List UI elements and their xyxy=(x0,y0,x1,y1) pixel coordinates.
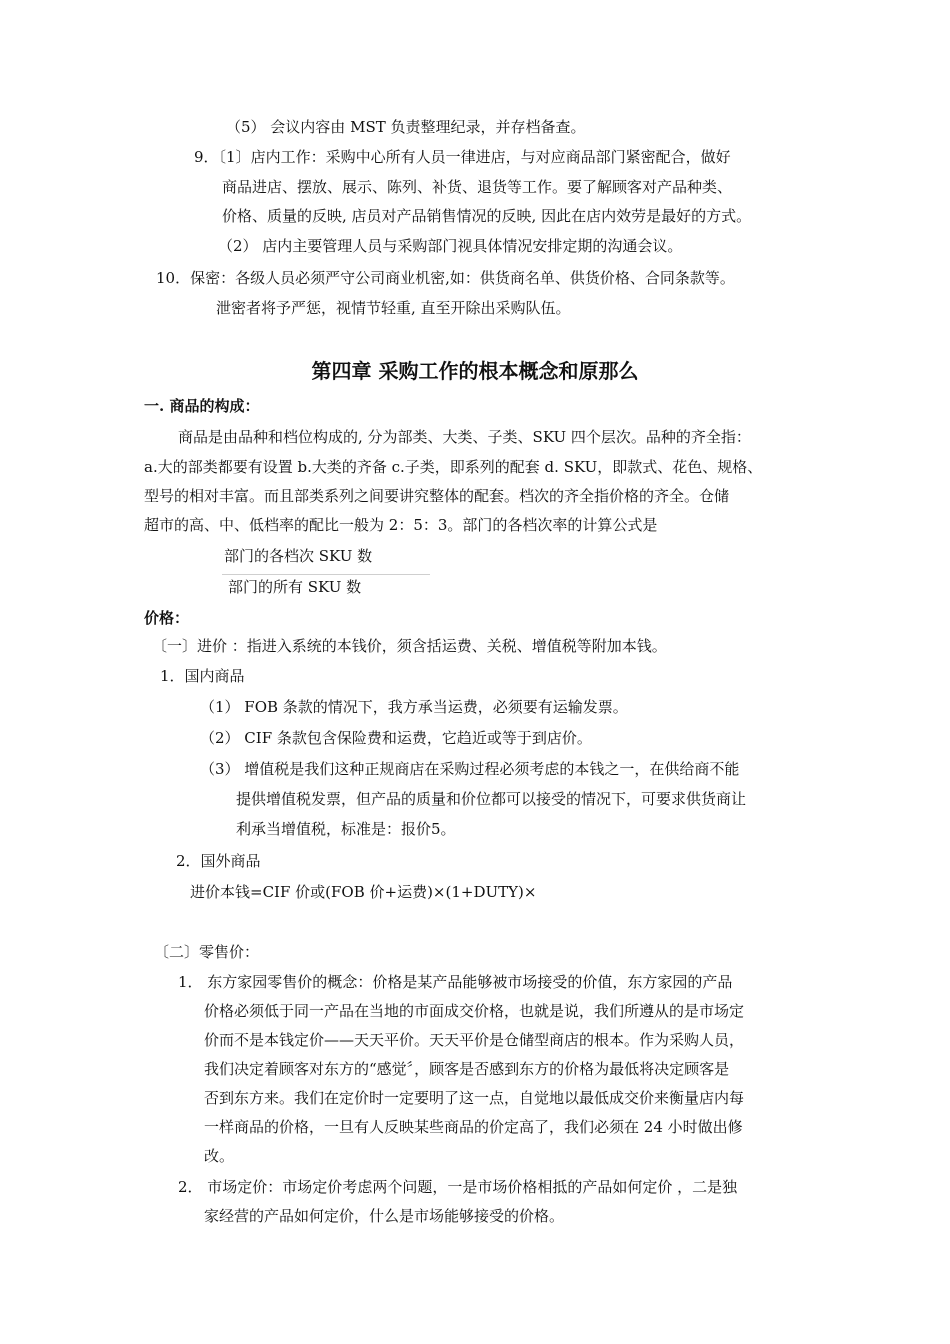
para-1-line-3: 型号的相对丰富。而且部类系列之间要讲究整体的配套。档次的齐全指价格的齐全。仓储 xyxy=(144,487,730,505)
item-9-line-3: 价格、质量的反映, 店员对产品销售情况的反映, 因此在店内效劳是最好的方式。 xyxy=(222,207,752,225)
item-9-line-1: 9．〔1〕店内工作：采购中心所有人员一律进店，与对应商品部门紧密配合，做好 xyxy=(194,148,731,166)
retail-1-line-2: 价格必须低于同一产品在当地的市面成交价格，也就是说，我们所遵从的是市场定 xyxy=(204,1002,745,1020)
retail-price-heading: 〔二〕零售价： xyxy=(154,943,260,961)
retail-1-line-4: 我们决定着顾客对东方的“感觉〞，顾客是否感到东方的价格为最低将决定顾客是 xyxy=(204,1060,730,1078)
item-9-2: （2） 店内主要管理人员与采购部门视具体情况安排定期的沟通会议。 xyxy=(218,237,683,255)
item-10-line-2: 泄密者将予严惩，视情节轻重, 直至开除出采购队伍。 xyxy=(216,299,571,317)
section-1-heading: 一. 商品的构成： xyxy=(144,397,260,415)
para-1-line-2: a.大的部类都要有设置 b.大类的齐备 c.子类，即系列的配套 d. SKU，即款式、花色、规格、 xyxy=(144,458,763,476)
price-heading: 价格： xyxy=(144,609,190,627)
domestic-2: （2） CIF 条款包含保险费和运费，它趋近或等于到店价。 xyxy=(200,729,592,747)
para-1-line-1: 商品是由品种和档位构成的, 分为部类、大类、子类、SKU 四个层次。品种的齐全指： xyxy=(178,428,751,446)
retail-1-line-7: 改。 xyxy=(204,1147,235,1165)
item-10-line-1: 10．保密：各级人员必须严守公司商业机密,如：供货商名单、供货价格、合同条款等。 xyxy=(156,269,735,287)
retail-1-line-3: 价而不是本钱定价——天天平价。天天平价是仓储型商店的根本。作为采购人员， xyxy=(204,1031,745,1049)
fraction-line xyxy=(222,574,430,575)
para-1-line-4: 超市的高、中、低档率的配比一般为 2：5：3。部门的各档次率的计算公式是 xyxy=(144,516,658,534)
retail-1-line-6: 一样商品的价格，一旦有人反映某些商品的价定高了，我们必须在 24 小时做出修 xyxy=(204,1118,743,1136)
retail-1-line-5: 否到东方来。我们在定价时一定要明了这一点，自觉地以最低成交价来衡量店内每 xyxy=(204,1089,745,1107)
formula-denominator: 部门的所有 SKU 数 xyxy=(228,578,362,596)
item-9-line-2: 商品进店、摆放、展示、陈列、补货、退货等工作。要了解顾客对产品种类、 xyxy=(222,178,733,196)
formula-numerator: 部门的各档次 SKU 数 xyxy=(224,547,373,565)
foreign-goods: 2．国外商品 xyxy=(176,852,261,870)
domestic-3-line-2: 提供增值税发票，但产品的质量和价位都可以接受的情况下，可要求供货商让 xyxy=(236,790,747,808)
domestic-3-line-1: （3） 增值税是我们这种正规商店在采购过程必须考虑的本钱之一，在供给商不能 xyxy=(200,760,740,778)
chapter-title: 第四章 采购工作的根本概念和原那么 xyxy=(311,359,639,383)
item-5-meeting-records: （5） 会议内容由 MST 负责整理纪录，并存档备查。 xyxy=(226,118,586,136)
retail-2-line-1: 2． 市场定价：市场定价考虑两个问题，一是市场价格相抵的产品如何定价 ，二是独 xyxy=(178,1178,738,1196)
retail-2-line-2: 家经营的产品如何定价，什么是市场能够接受的价格。 xyxy=(204,1207,565,1225)
purchase-price-def: 〔一〕进价 ：指进入系统的本钱价，须含括运费、关税、增值税等附加本钱。 xyxy=(152,637,667,655)
retail-1-line-1: 1． 东方家园零售价的概念：价格是某产品能够被市场接受的价值，东方家园的产品 xyxy=(178,973,733,991)
domestic-goods: 1．国内商品 xyxy=(160,667,245,685)
foreign-formula: 进价本钱=CIF 价或(FOB 价+运费)×(1+DUTY)× xyxy=(190,883,537,901)
domestic-1: （1） FOB 条款的情况下，我方承当运费，必须要有运输发票。 xyxy=(200,698,628,716)
domestic-3-line-3: 利承当增值税，标准是：报价5。 xyxy=(236,820,456,838)
